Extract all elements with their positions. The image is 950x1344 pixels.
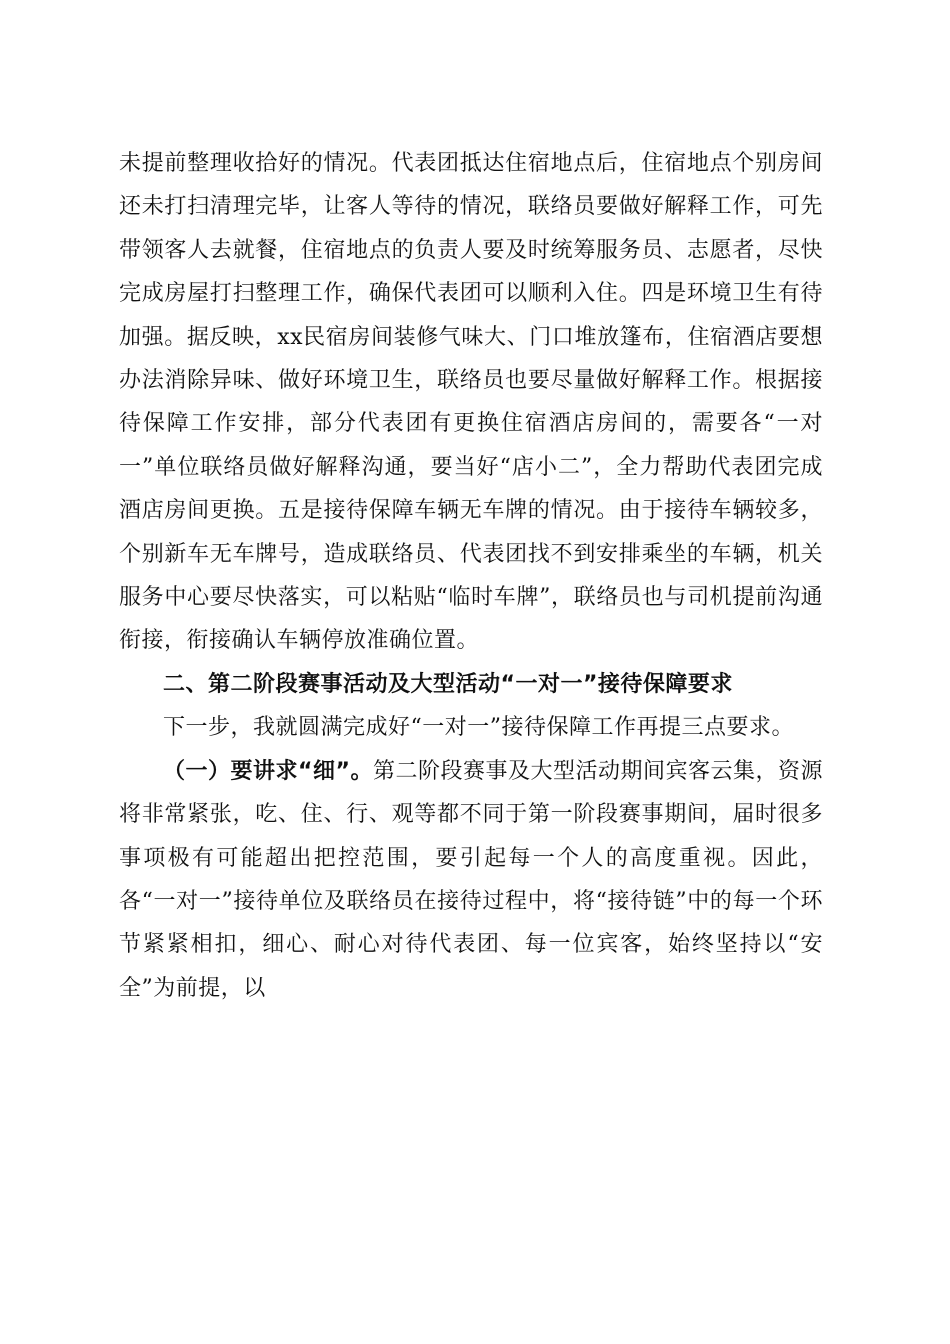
paragraph-next-step: 下一步，我就圆满完成好“一对一”接待保障工作再提三点要求。	[163, 715, 794, 741]
paragraph-continuation: 未提前整理收拾好的情况。代表团抵达住宿地点后，住宿地点个别房间还未打扫清理完毕，让客人等待的情况，联络员要做好解释工作，可先带领客人去就餐，住宿地点的负责人要及时统筹服务员、志愿者，尽快完成房屋打扫整理工作，确保代表团可以顺利入住。四是环境卫生有待加强。据反映，xx民宿房间装修气味大、门口堆放篷布，住宿酒店要想办法消除异味、做好环境卫生，联络员也要尽量做好解释工作。根据接待保障工作安排，部分代表团有更换住宿酒店房间的，需要各“一对一”单位联络员做好解释沟通，要当好“店小二”，全力帮助代表团完成酒店房间更换。五是接待保障车辆无车牌的情况。由于接待车辆较多，个别新车无车牌号，造成联络员、代表团找不到安排乘坐的车辆，机关服务中心要尽快落实，可以粘贴“临时车牌”，联络员也与司机提前沟通衔接，衔接确认车辆停放准确位置。	[119, 151, 823, 654]
paragraph-requirement-1	[119, 750, 823, 1010]
requirement-1-lead: （一）要讲求“细”。	[163, 758, 373, 784]
section-heading-2: 二、第二阶段赛事活动及大型活动“一对一”接待保障要求	[163, 671, 733, 697]
document-body	[119, 142, 823, 1010]
requirement-1-body: 第二阶段赛事及大型活动期间宾客云集，资源将非常紧张，吃、住、行、观等都不同于第一阶段赛事期间，届时很多事项极有可能超出把控范围，要引起每一个人的高度重视。因此，各“一对一”接待单位及联络员在接待过程中，将“接待链”中的每一个环节紧紧相扣，细心、耐心对待代表团、每一位宾客，始终坚持以“安全”为前提，以	[119, 758, 823, 1001]
